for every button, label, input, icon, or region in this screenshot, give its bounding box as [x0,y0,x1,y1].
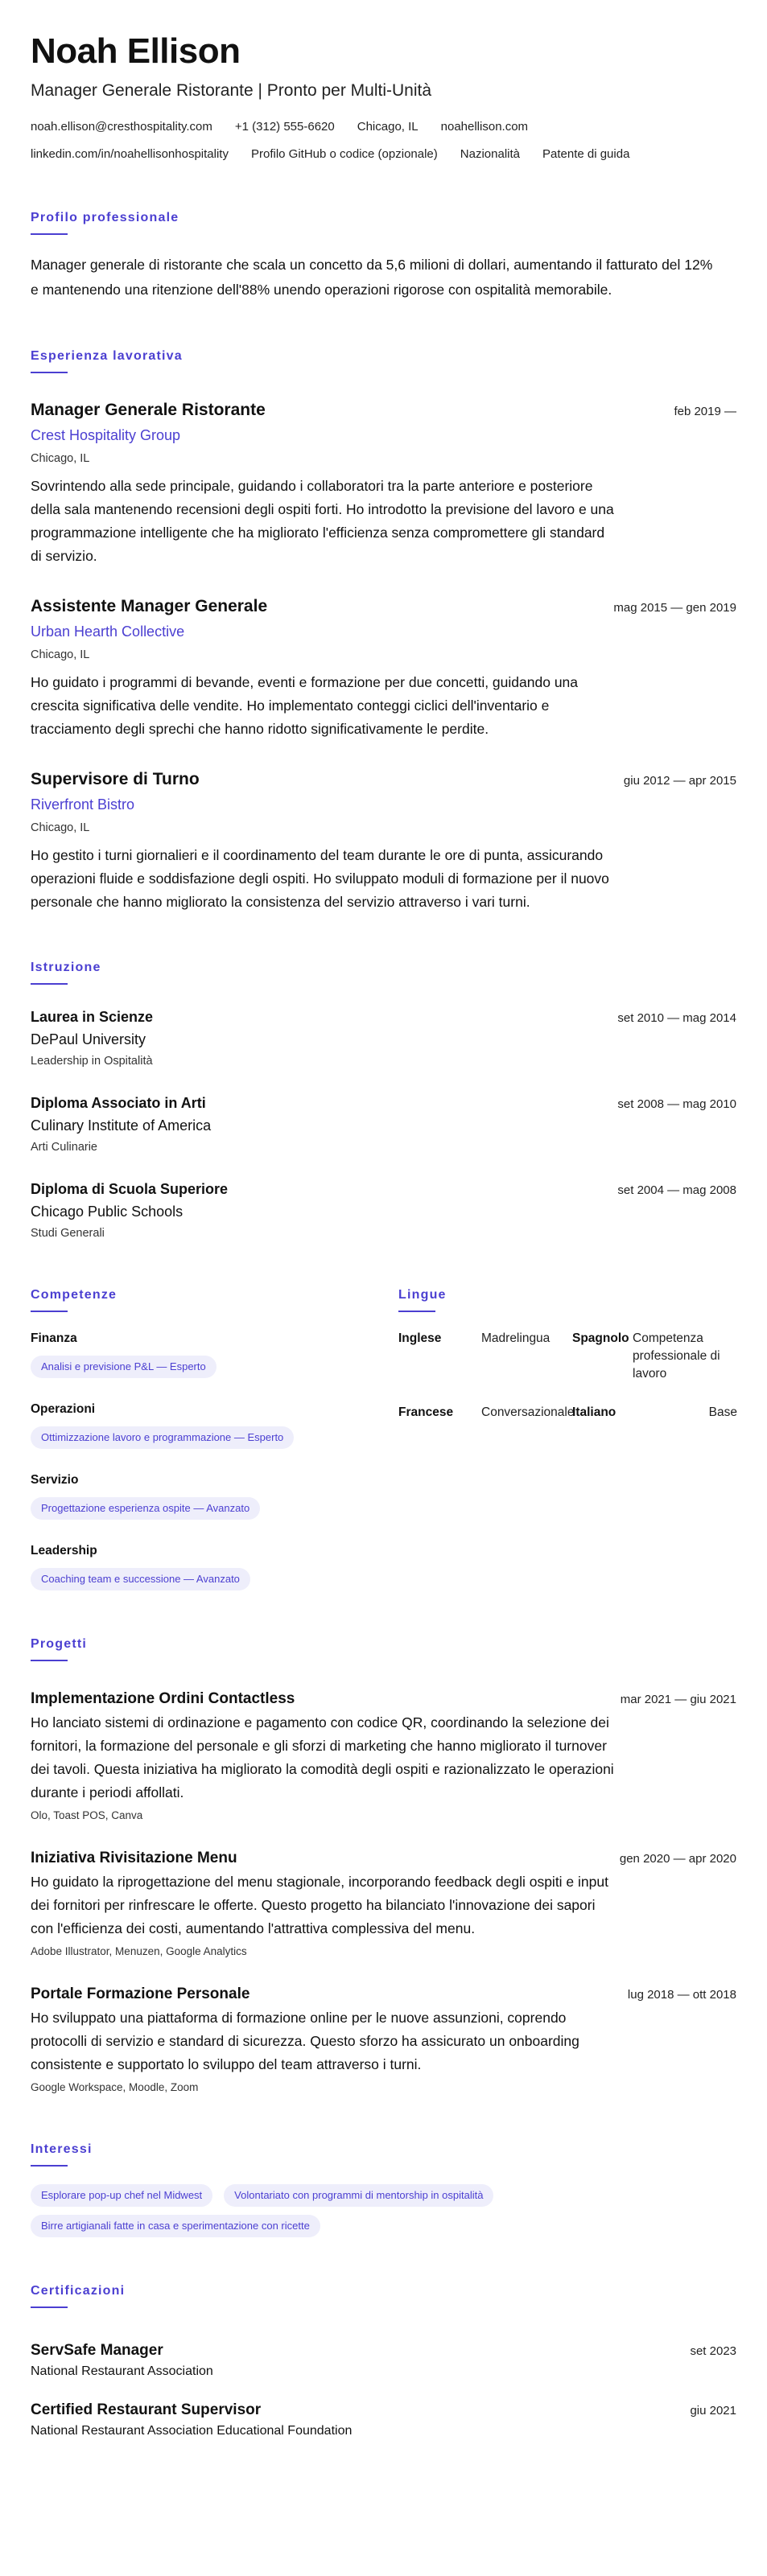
job-company[interactable]: Urban Hearth Collective [31,623,185,640]
contact-info [31,117,658,164]
project-item [31,1689,736,1824]
certification-name: ServSafe Manager [31,2342,163,2359]
skill-category: Operazioni [31,1402,96,1416]
skills-languages-section [31,1241,736,1590]
interest-chip: Volontariato con programmi di mentorship in ospitalità [224,2184,493,2207]
section-divider [31,233,68,235]
contact-github[interactable]: Profilo GitHub o codice (opzionale) [250,147,438,161]
education-school: DePaul University [31,1031,146,1047]
job-title: Manager Generale Ristorante [31,401,266,419]
section-divider [31,983,68,985]
skill-category: Finanza [31,1331,77,1345]
interests-section [31,2142,736,2237]
language-level: Conversazionale [481,1405,575,1419]
project-title: Portale Formazione Personale [31,1985,250,2002]
job-dates: feb 2019 — [674,405,736,418]
headline: Manager Generale Ristorante | Pronto per Multi-Unità [31,81,432,100]
section-divider [31,2165,68,2167]
education-list [31,1007,736,1241]
project-title: Implementazione Ordini Contactless [31,1690,295,1707]
language-name: Francese [398,1405,454,1419]
education-dates: set 2004 — mag 2008 [617,1183,736,1197]
experience-section [31,349,736,914]
project-tech: Adobe Illustrator, Menuzen, Google Analytics [31,1945,247,1957]
skill-category: Servizio [31,1473,79,1487]
skill-group [31,1542,398,1590]
education-section [31,961,736,1241]
contact-linkedin[interactable]: linkedin.com/in/noahellisonhospitality [31,147,229,161]
experience-item [31,768,736,914]
language-level: Competenza professionale di lavoro [633,1331,720,1381]
project-dates: gen 2020 — apr 2020 [619,1852,736,1866]
section-title-interests: Interessi [31,2142,93,2156]
experience-item [31,595,736,741]
certifications-section [31,2284,736,2440]
section-divider [31,2306,68,2308]
section-divider [31,372,68,373]
languages-list [398,1330,736,1422]
job-location: Chicago, IL [31,648,90,661]
project-item [31,1848,736,1960]
education-school: Culinary Institute of America [31,1117,212,1134]
project-tech: Google Workspace, Moodle, Zoom [31,2081,199,2093]
education-dates: set 2008 — mag 2010 [617,1097,736,1111]
language-name: Inglese [398,1331,442,1345]
certification-name: Certified Restaurant Supervisor [31,2401,262,2418]
job-dates: giu 2012 — apr 2015 [623,774,736,788]
profile-summary: Manager generale di ristorante che scala un concetto da 5,6 milioni di dollari, aumentando il fatturato del 12% e mantenendo una ritenzione dell'88% unendo operazioni rigorose con ospitalità memorabile. [31,257,713,298]
contact-license: Patente di guida [542,147,630,161]
section-title-education: Istruzione [31,961,101,974]
skill-category: Leadership [31,1544,97,1558]
job-company[interactable]: Crest Hospitality Group [31,427,181,443]
skill-group [31,1330,398,1378]
project-description: Ho guidato la riprogettazione del menu stagionale, incorporando feedback degli ospiti e input dei fornitori per rinfrescare le offerte. Questo progetto ha bilanciato l'innovazione dei sapori con l'efficienza dei costi, aumentando l'attrattiva complessiva del menu. [31,1874,608,1936]
contact-website[interactable]: noahellison.com [440,120,529,134]
contact-email[interactable]: noah.ellison@cresthospitality.com [31,120,212,134]
skills-list [31,1330,398,1590]
education-degree: Laurea in Scienze [31,1009,154,1025]
job-dates: mag 2015 — gen 2019 [613,601,736,615]
certification-item [31,2340,736,2381]
job-description: Sovrintendo alla sede principale, guidando i collaboratori tra la parte anteriore e posteriore della sala mantenendo recensioni degli ospiti forti. Ho introdotto la previsione del lavoro e una programmazione intelligente che ha migliorato l'efficienza senza compromettere gli standard di servizio. [31,478,614,564]
education-degree: Diploma di Scuola Superiore [31,1181,229,1197]
education-item [31,1007,736,1069]
section-divider [31,1311,68,1312]
skill-chip: Coaching team e successione — Avanzato [31,1568,250,1590]
section-title-languages: Lingue [398,1288,447,1302]
project-dates: lug 2018 — ott 2018 [627,1988,736,2002]
education-field: Leadership in Ospitalità [31,1055,153,1068]
interest-chip: Esplorare pop-up chef nel Midwest [31,2184,212,2207]
skill-chip: Analisi e previsione P&L — Esperto [31,1356,216,1378]
section-divider [31,1660,68,1661]
education-dates: set 2010 — mag 2014 [617,1011,736,1025]
project-title: Iniziativa Rivisitazione Menu [31,1850,237,1866]
section-divider [398,1311,435,1312]
contact-location: Chicago, IL [357,120,419,134]
language-name: Spagnolo [572,1331,629,1345]
interests-list [31,2184,642,2237]
project-description: Ho lanciato sistemi di ordinazione e pagamento con codice QR, coordinando la selezione dei fornitori, la formazione del personale e gli sforzi di marketing che hanno migliorato il turnover dei tavoli. Questa iniziativa ha migliorato la comodità degli ospiti e razionalizzato le operazioni durante i periodi affollati. [31,1714,614,1800]
certification-item [31,2400,736,2440]
education-item [31,1093,736,1155]
job-title: Supervisore di Turno [31,770,200,788]
candidate-name: Noah Ellison [31,31,241,71]
education-field: Studi Generali [31,1227,105,1240]
resume-header [31,31,736,164]
certifications-list [31,2340,736,2440]
section-title-experience: Esperienza lavorativa [31,349,183,363]
language-name: Italiano [572,1405,616,1419]
projects-section [31,1637,736,2096]
section-title-profile: Profilo professionale [31,211,179,224]
certification-issuer: National Restaurant Association [31,2364,213,2378]
projects-list [31,1689,736,2096]
education-school: Chicago Public Schools [31,1204,184,1220]
education-degree: Diploma Associato in Arti [31,1095,206,1111]
project-item [31,1984,736,2096]
job-description: Ho gestito i turni giornalieri e il coordinamento del team durante le ore di punta, assicurando operazioni fluide e soddisfazione degli ospiti. Ho sviluppato moduli di formazione per il nuovo personale che hanno migliorato la consistenza del servizio attraverso i vari turni. [31,847,609,910]
skills-column [31,1241,398,1590]
job-company[interactable]: Riverfront Bistro [31,796,135,813]
contact-nationality: Nazionalità [460,147,520,161]
skill-group [31,1471,398,1520]
project-dates: mar 2021 — giu 2021 [620,1693,736,1706]
skill-group [31,1401,398,1449]
education-field: Arti Culinarie [31,1141,97,1154]
skill-chip: Ottimizzazione lavoro e programmazione — Esperto [31,1426,294,1449]
profile-section [31,211,736,302]
contact-phone[interactable]: +1 (312) 555-6620 [234,120,335,134]
certification-date: giu 2021 [690,2404,736,2418]
section-title-certifications: Certificazioni [31,2284,126,2298]
certification-date: set 2023 [690,2344,736,2358]
certification-issuer: National Restaurant Association Educational Foundation [31,2424,353,2438]
education-item [31,1179,736,1241]
interest-chip: Birre artigianali fatte in casa e sperimentazione con ricette [31,2215,320,2237]
languages-column [398,1241,736,1590]
section-title-skills: Competenze [31,1288,118,1302]
section-title-projects: Progetti [31,1637,88,1651]
job-title: Assistente Manager Generale [31,597,268,615]
project-description: Ho sviluppato una piattaforma di formazione online per le nuove assunzioni, coprendo protocolli di servizio e standard di sicurezza. Questo sforzo ha assicurato un onboarding consistente e supportato lo sviluppo del team attraverso i turni. [31,2010,579,2072]
experience-list [31,399,736,914]
skill-chip: Progettazione esperienza ospite — Avanzato [31,1497,260,1520]
job-location: Chicago, IL [31,452,90,465]
job-location: Chicago, IL [31,821,90,834]
language-level: Madrelingua [481,1331,551,1345]
experience-item [31,399,736,568]
project-tech: Olo, Toast POS, Canva [31,1809,143,1821]
job-description: Ho guidato i programmi di bevande, eventi e formazione per due concetti, guidando una crescita significativa delle vendite. Ho implementato conteggi ciclici dell'inventario e tracciamento degli sprechi che hanno ridotto significativamente le perdite. [31,674,579,737]
language-level: Base [708,1405,737,1419]
